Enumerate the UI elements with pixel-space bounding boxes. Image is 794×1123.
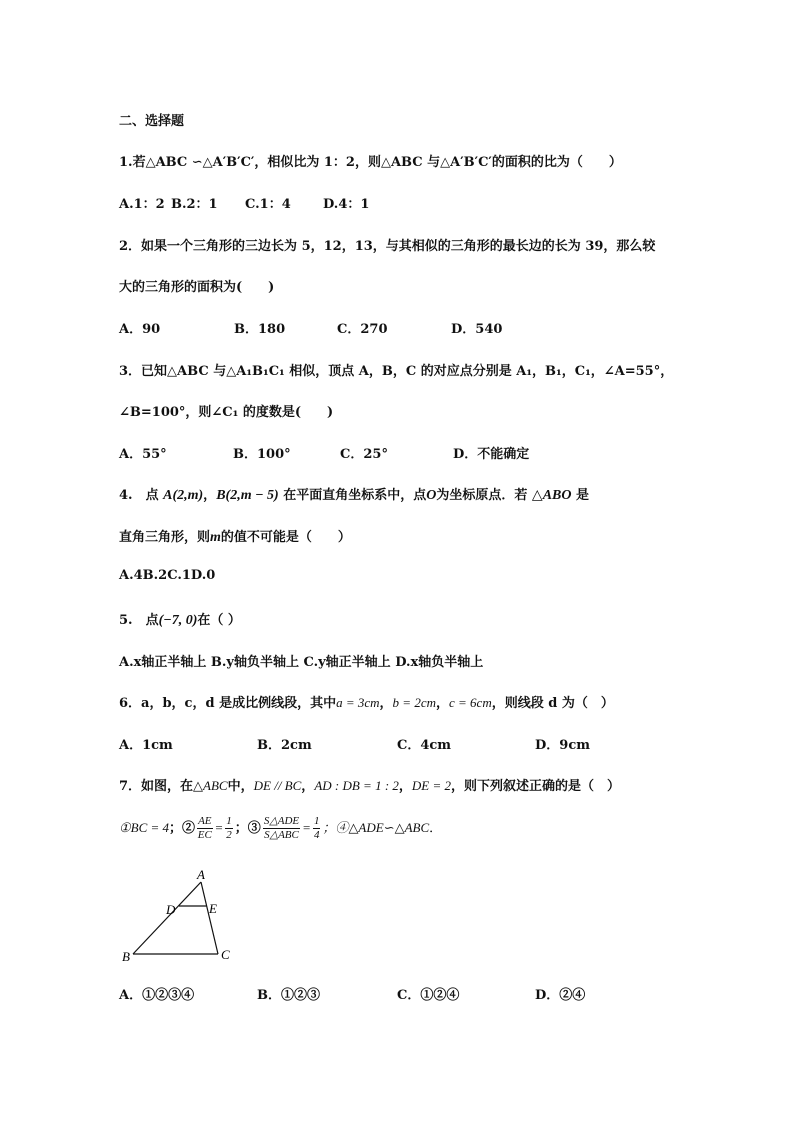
label-e: E bbox=[209, 901, 217, 916]
de-parallel-bc: DE // BC bbox=[253, 778, 302, 793]
q7-option-a[interactable]: A．①②③④ bbox=[119, 988, 195, 1003]
question-3-stem-line2: ∠B=100°，则∠C₁ 的度数是( ) bbox=[119, 405, 334, 420]
triangle-figure bbox=[119, 868, 249, 968]
q3-option-b[interactable]: B．100° bbox=[233, 447, 291, 462]
c-value: c = 6cm bbox=[449, 695, 492, 710]
origin-o: O bbox=[426, 488, 437, 503]
q7-option-b[interactable]: B．①②③ bbox=[257, 988, 320, 1003]
a-value: a = 3cm bbox=[336, 695, 380, 710]
side-ab bbox=[133, 882, 201, 954]
question-6-stem: 6．a，b，c，d 是成比例线段，其中a = 3cm，b = 2cm，c = 6cm，则线段 d 为（ ） bbox=[119, 695, 614, 711]
question-2-stem-line1: 2．如果一个三角形的三边长为 5，12，13，与其相似的三角形的最长边的长为 39，那么较 bbox=[119, 239, 656, 254]
question-1-stem: 1.若△ABC ∽△A′B′C′，相似比为 1：2，则△ABC 与△A′B′C′的面积的比为（ ） bbox=[119, 155, 622, 170]
q2-option-a[interactable]: A．90 bbox=[119, 322, 161, 337]
fraction-ae-ec: $\frac{AE}{EC}$ bbox=[197, 815, 212, 841]
q7-option-c[interactable]: C．①②④ bbox=[397, 988, 460, 1003]
worksheet-page bbox=[119, 0, 719, 1123]
side-ac bbox=[201, 882, 218, 954]
label-c: C bbox=[221, 947, 230, 962]
q1-option-a[interactable]: A.1：2 bbox=[119, 197, 165, 212]
q6-option-c[interactable]: C．4cm bbox=[397, 738, 452, 753]
q1-option-d[interactable]: D.4：1 bbox=[323, 197, 370, 212]
triangle-abc: △ABC bbox=[193, 778, 228, 793]
question-5-options[interactable]: A.x轴正半轴上 B.y轴负半轴上 C.y轴正半轴上 D.x轴负半轴上 bbox=[119, 655, 484, 670]
b-value: b = 2cm bbox=[392, 695, 436, 710]
q3-option-a[interactable]: A．55° bbox=[119, 447, 167, 462]
statement-4: ；④△ADE∽△ABC bbox=[322, 820, 430, 835]
fraction-one-quarter: $\frac{1}{4}$ bbox=[313, 815, 320, 841]
label-b: B bbox=[122, 949, 130, 964]
ad-db-ratio: AD : DB = 1 : 2 bbox=[314, 778, 399, 793]
question-4-stem-line1: 4. 点 A(2,m)，B(2,m − 5) 在平面直角坐标系中，点O为坐标原点．若 △ABO 是 bbox=[119, 488, 590, 503]
question-4-stem-line2: 直角三角形，则m的值不可能是（ ） bbox=[119, 530, 351, 545]
point-a: A(2,m) bbox=[163, 488, 204, 503]
point-neg7-0: (−7, 0) bbox=[158, 613, 198, 628]
q1-option-b[interactable]: B.2：1 bbox=[171, 197, 218, 212]
q2-option-d[interactable]: D．540 bbox=[451, 322, 503, 337]
question-2-stem-line2: 大的三角形的面积为( ) bbox=[119, 280, 275, 295]
point-b: B(2,m − 5) bbox=[216, 488, 279, 503]
statement-1: ①BC = 4 bbox=[119, 820, 170, 835]
question-7-statements: ①BC = 4；② $\frac{AE}{EC}$ = $\frac{1}{2}$ ；③ $\frac{\text{S△ADE}}{\text{S△ABC}}$ = $\frac{1}{4}$ ；④△ADE∽△ABC． bbox=[119, 815, 443, 841]
de-length: DE = 2 bbox=[411, 778, 452, 793]
q2-option-c[interactable]: C．270 bbox=[337, 322, 388, 337]
q6-option-b[interactable]: B．2cm bbox=[257, 738, 312, 753]
section-title: 二、选择题 bbox=[119, 114, 185, 129]
fraction-one-half: $\frac{1}{2}$ bbox=[226, 815, 232, 841]
q6-option-a[interactable]: A．1cm bbox=[119, 738, 173, 753]
q1-option-c[interactable]: C.1：4 bbox=[245, 197, 291, 212]
label-d: D bbox=[166, 902, 176, 917]
fraction-area-ratio: $\frac{\text{S△ADE}}{\text{S△ABC}}$ bbox=[263, 815, 300, 841]
question-3-stem-line1: 3．已知△ABC 与△A₁B₁C₁ 相似，顶点 A，B，C 的对应点分别是 A₁，B₁，C₁，∠A=55°， bbox=[119, 364, 674, 379]
question-4-options[interactable]: A.4B.2C.1D.0 bbox=[119, 568, 216, 583]
triangle-abo: △ABO bbox=[531, 488, 572, 503]
question-7-stem: 7．如图，在△ABC中，DE // BC，AD : DB = 1 : 2，DE = 2，则下列叙述正确的是（ ） bbox=[119, 778, 621, 794]
question-5-stem: 5. 点(−7, 0)在（ ） bbox=[119, 613, 241, 628]
q3-option-d[interactable]: D．不能确定 bbox=[453, 447, 530, 462]
q6-option-d[interactable]: D．9cm bbox=[535, 738, 590, 753]
q2-option-b[interactable]: B．180 bbox=[234, 322, 286, 337]
var-m: m bbox=[210, 530, 221, 545]
q7-option-d[interactable]: D．②④ bbox=[535, 988, 586, 1003]
q3-option-c[interactable]: C．25° bbox=[340, 447, 388, 462]
label-a: A bbox=[197, 868, 205, 882]
